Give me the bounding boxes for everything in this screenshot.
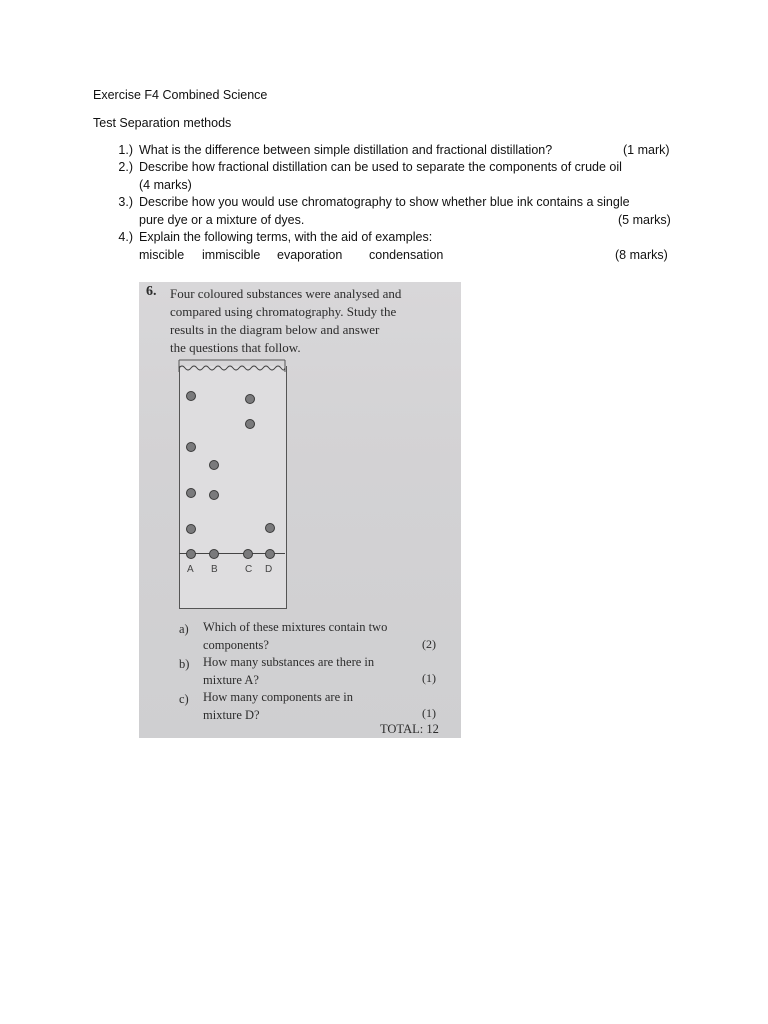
lane-label-c: C — [245, 564, 253, 575]
subquestion-text: How many components are in — [203, 690, 353, 704]
photo-intro-line: Four coloured substances were analysed and — [170, 286, 402, 301]
subquestion-letter: b) — [179, 657, 190, 671]
question-number: 4.) — [118, 230, 133, 244]
question-number: 2.) — [118, 160, 133, 174]
question-marks: (8 marks) — [615, 248, 668, 262]
spot-a-3 — [186, 488, 196, 498]
solvent-front-line — [174, 358, 290, 372]
subquestion-text: components? — [203, 638, 269, 652]
photo-intro-line: the questions that follow. — [170, 340, 301, 355]
question-text: Describe how fractional distillation can be used to separate the components of crude oil — [139, 160, 622, 174]
photo-intro-line: results in the diagram below and answer — [170, 322, 380, 337]
spot-c-2 — [245, 419, 255, 429]
question-marks: (1 mark) — [623, 143, 670, 157]
spot-a-origin — [186, 549, 196, 559]
question-text: What is the difference between simple distillation and fractional distillation? — [139, 143, 553, 157]
spot-c-origin — [243, 549, 253, 559]
spot-b-2 — [209, 490, 219, 500]
subquestion-text: mixture A? — [203, 673, 259, 687]
question-text: Explain the following terms, with the aid of examples: — [139, 230, 433, 244]
total-marks: TOTAL: 12 — [380, 722, 439, 736]
subquestion-text: Which of these mixtures contain two — [203, 620, 388, 634]
lane-label-b: B — [211, 564, 218, 575]
spot-a-4 — [186, 524, 196, 534]
spot-b-1 — [209, 460, 219, 470]
spot-a-1 — [186, 391, 196, 401]
subquestion-marks: (2) — [422, 637, 436, 651]
spot-c-1 — [245, 394, 255, 404]
question-text: Describe how you would use chromatography to show whether blue ink contains a single — [139, 195, 630, 209]
subquestion-marks: (1) — [422, 706, 436, 720]
spot-b-origin — [209, 549, 219, 559]
term-immiscible: immiscible — [202, 248, 261, 262]
lane-label-a: A — [187, 564, 194, 575]
term-condensation: condensation — [369, 248, 444, 262]
spot-d-origin — [265, 549, 275, 559]
term-miscible: miscible — [139, 248, 185, 262]
question-number: 1.) — [118, 143, 133, 157]
question-marks: (5 marks) — [618, 213, 671, 227]
question-number: 3.) — [118, 195, 133, 209]
photo-intro-line: compared using chromatography. Study the — [170, 304, 397, 319]
term-evaporation: evaporation — [277, 248, 343, 262]
textbook-photo — [139, 282, 461, 738]
spot-d-1 — [265, 523, 275, 533]
question-marks: (4 marks) — [139, 178, 192, 192]
subquestion-letter: c) — [179, 692, 189, 706]
lane-label-d: D — [265, 564, 273, 575]
subquestion-letter: a) — [179, 622, 189, 636]
subquestion-text: How many substances are there in — [203, 655, 375, 669]
photo-question-number: 6. — [146, 284, 157, 299]
spot-a-2 — [186, 442, 196, 452]
test-title: Test Separation methods — [93, 116, 232, 130]
subquestion-text: mixture D? — [203, 708, 260, 722]
subquestion-marks: (1) — [422, 671, 436, 685]
question-text-continued: pure dye or a mixture of dyes. — [139, 213, 305, 227]
exercise-title: Exercise F4 Combined Science — [93, 88, 268, 102]
